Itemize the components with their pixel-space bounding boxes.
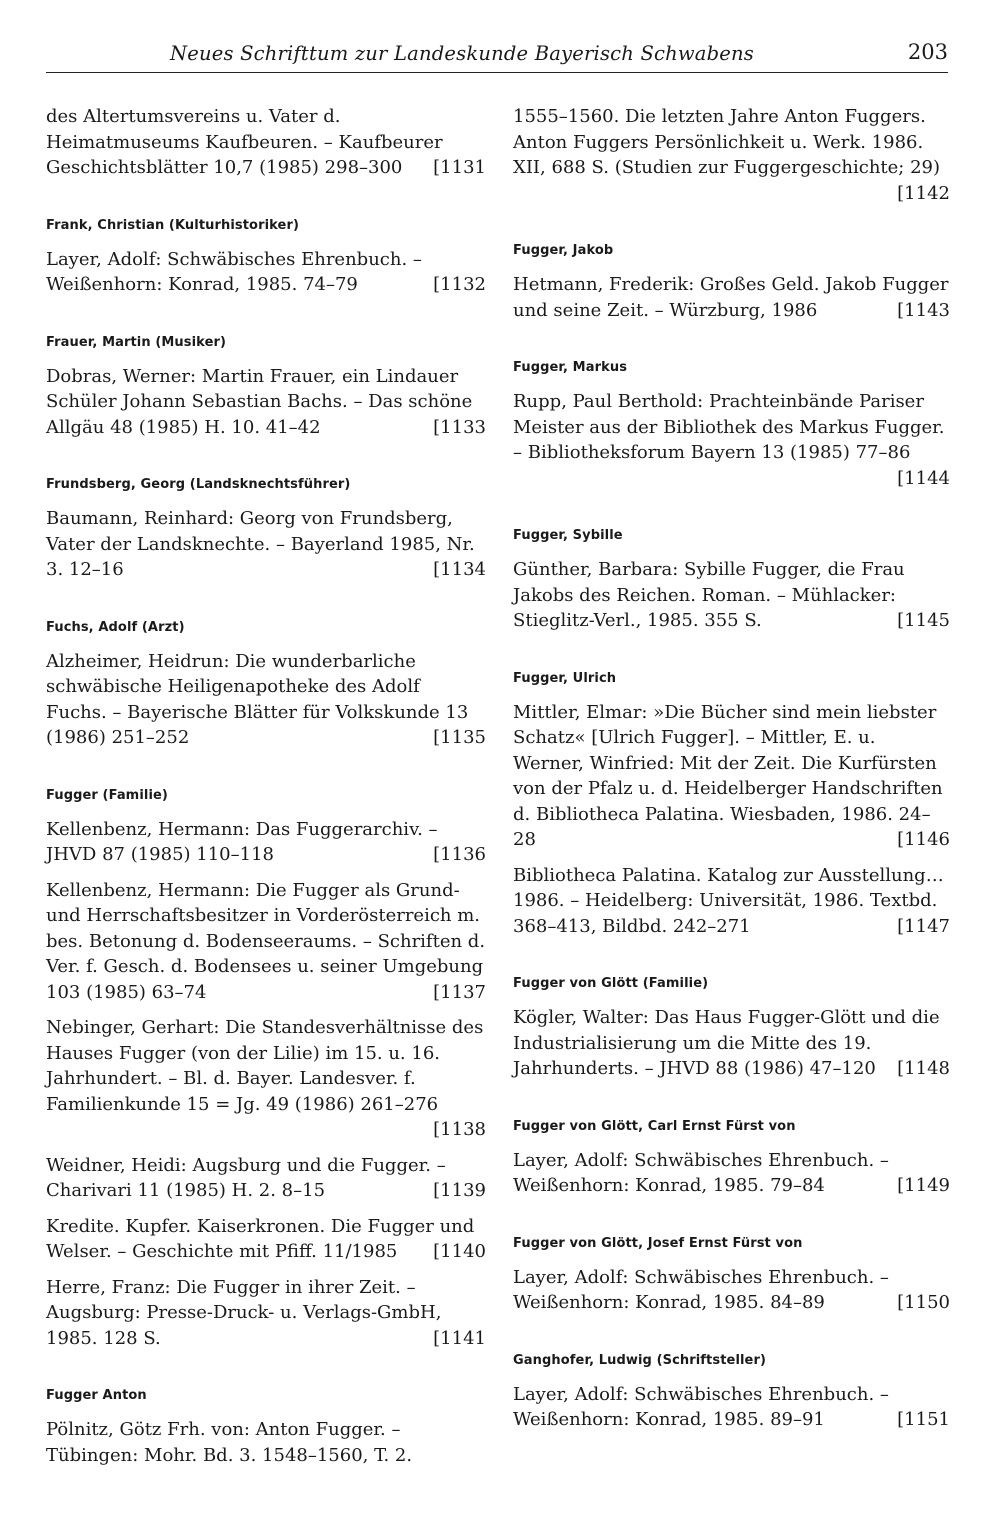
entry-text: Weidner, Heidi: Augsburg und die Fugger. – Charivari 11 (1985) H. 2. 8–15 — [46, 1154, 446, 1201]
section-gap — [513, 1209, 950, 1235]
bibliography-entry — [513, 1005, 950, 1082]
entry-number: [1151 — [897, 1409, 950, 1430]
bibliography-entry — [46, 506, 486, 583]
section-gap — [513, 333, 950, 359]
entry-text: Pölnitz, Götz Frh. von: Anton Fugger. – Tübingen: Mohr. Bd. 3. 1548–1560, T. 2. — [46, 1419, 413, 1466]
section-gap — [513, 949, 950, 975]
bibliography-entry — [513, 1148, 950, 1199]
section-heading: Fugger, Jakob — [513, 243, 614, 258]
entry-text: Kredite. Kupfer. Kaiserkronen. Die Fugger und Welser. – Geschichte mit Pfiff. 11/1985 — [46, 1215, 475, 1262]
bibliography-entry — [46, 1153, 486, 1204]
continued-entry — [46, 104, 486, 181]
entry-number: [1140 — [433, 1241, 486, 1262]
section-gap — [513, 501, 950, 527]
entry-number: [1149 — [897, 1175, 950, 1196]
section-gap — [513, 1326, 950, 1352]
left-column — [46, 104, 486, 1478]
entry-text: Kögler, Walter: Das Haus Fugger-Glött und die Industrialisierung um die Mitte des 19. Jahrhunderts. – JHVD 88 (1986) 47–120 — [513, 1007, 940, 1079]
entry-number: [1143 — [897, 299, 950, 321]
bibliography-entry — [513, 700, 950, 853]
section-heading: Fugger von Glött (Familie) — [513, 976, 709, 991]
section-gap — [46, 308, 486, 334]
section-gap — [513, 644, 950, 670]
entry-text: Layer, Adolf: Schwäbisches Ehrenbuch. – Weißenhorn: Konrad, 1985. 74–79 — [46, 248, 422, 295]
running-title: Neues Schrifttum zur Landeskunde Bayerisch Schwabens — [169, 42, 754, 65]
bibliography-entry — [513, 1265, 950, 1316]
right-column — [513, 104, 950, 1443]
bibliography-entry — [513, 557, 950, 634]
section-heading: Fuchs, Adolf (Arzt) — [46, 619, 185, 635]
entry-number: [1146 — [897, 829, 950, 850]
entry-number: [1144 — [897, 467, 950, 489]
right-sections — [513, 216, 950, 1433]
section-heading: Frank, Christian (Kulturhistoriker) — [46, 217, 300, 233]
section-heading: Fugger von Glött, Josef Ernst Fürst von — [513, 1235, 803, 1251]
entry-text: Layer, Adolf: Schwäbisches Ehrenbuch. – Weißenhorn: Konrad, 1985. 79–84 — [513, 1149, 889, 1196]
bibliography-entry — [513, 389, 950, 491]
entry-number: [1145 — [897, 610, 950, 631]
bibliography-entry — [46, 1015, 486, 1143]
section-heading: Fugger Anton — [46, 1388, 147, 1403]
section-gap — [513, 216, 950, 242]
entry-text: Kellenbenz, Hermann: Das Fuggerarchiv. – JHVD 87 (1985) 110–118 — [46, 818, 438, 865]
running-header — [46, 40, 948, 73]
bibliography-entry — [46, 878, 486, 1006]
section-heading: Fugger von Glött, Carl Ernst Fürst von — [513, 1118, 796, 1134]
page-number: 203 — [907, 40, 948, 64]
section-gap — [46, 191, 486, 217]
bibliography-entry — [513, 272, 950, 323]
entry-number: [1139 — [433, 1180, 486, 1201]
entry-text: Layer, Adolf: Schwäbisches Ehrenbuch. – Weißenhorn: Konrad, 1985. 89–91 — [513, 1383, 889, 1430]
entry-text: Baumann, Reinhard: Georg von Frundsberg, Vater der Landsknechte. – Bayerland 1985, Nr. 3. 12–16 — [46, 508, 475, 580]
section-heading: Fugger, Markus — [513, 360, 628, 375]
entry-number: [1142 — [897, 182, 950, 204]
entry-text: Mittler, Elmar: »Die Bücher sind mein liebster Schatz« [Ulrich Fugger]. – Mittler, E. u. Werner, Winfried: Mit der Zeit. Die Kurfürsten von der Pfalz u. d. Heidelberger Handschriften d. Bibliotheca Palatina. Wiesbaden, 1986. 24–28 — [513, 701, 943, 850]
entry-number: [1137 — [433, 981, 486, 1003]
bibliography-entry — [46, 817, 486, 868]
entry-text: Nebinger, Gerhart: Die Standesverhältnisse des Hauses Fugger (von der Lilie) im 15. u. 16. Jahrhundert. – Bl. d. Bayer. Landesver. f. Familienkunde 15 = Jg. 49 (1986) 261–276 — [46, 1017, 484, 1115]
section-heading: Ganghofer, Ludwig (Schriftsteller) — [513, 1352, 767, 1368]
entry-text: Günther, Barbara: Sybille Fugger, die Frau Jakobs des Reichen. Roman. – Mühlacker: Stieglitz-Verl., 1985. 355 S. — [513, 559, 905, 631]
bibliography-entry — [46, 364, 486, 441]
entry-number: [1138 — [433, 1119, 486, 1140]
entry-text: Herre, Franz: Die Fugger in ihrer Zeit. – Augsburg: Presse-Druck- u. Verlags-GmbH, 1985. 128 S. — [46, 1276, 442, 1349]
section-heading: Fugger, Sybille — [513, 528, 623, 543]
section-gap — [46, 450, 486, 476]
entry-text: Dobras, Werner: Martin Frauer, ein Lindauer Schüler Johann Sebastian Bachs. – Das schöne Allgäu 48 (1985) H. 10. 41–42 — [46, 365, 473, 438]
entry-number: [1148 — [897, 1058, 950, 1079]
entry-number: [1150 — [897, 1292, 950, 1313]
bibliography-entry — [46, 1417, 486, 1468]
entry-number: [1136 — [433, 844, 486, 865]
bibliography-entry — [46, 1214, 486, 1265]
bibliography-entry — [46, 649, 486, 751]
left-sections — [46, 191, 486, 1469]
entry-text: Kellenbenz, Hermann: Die Fugger als Grund- und Herrschaftsbesitzer in Vorderösterreich m. bes. Betonung d. Bodenseeraums. – Schriften d. Ver. f. Gesch. d. Bodensees u. seiner Umgebung 103 (1985) 63–74 — [46, 879, 486, 1003]
entry-number: [1132 — [433, 274, 486, 295]
entry-text: Alzheimer, Heidrun: Die wunderbarliche schwäbische Heiligenapotheke des Adolf Fuchs. – Bayerische Blätter für Volkskunde 13 (1986) 251–252 — [46, 650, 469, 748]
bibliography-entry — [513, 1382, 950, 1433]
entry-text: Hetmann, Frederik: Großes Geld. Jakob Fugger und seine Zeit. – Würzburg, 1986 — [513, 274, 949, 321]
entry-number: [1135 — [433, 727, 486, 748]
bibliography-entry — [46, 247, 486, 298]
entry-number: [1147 — [897, 915, 950, 937]
entry-text: Bibliotheca Palatina. Katalog zur Ausstellung… 1986. – Heidelberg: Universität, 1986. Textbd. 368–413, Bildbd. 242–271 — [513, 864, 944, 937]
bibliography-entry — [46, 1275, 486, 1352]
entry-text: 1555–1560. Die letzten Jahre Anton Fuggers. Anton Fuggers Persönlichkeit u. Werk. 1986. XII, 688 S. (Studien zur Fuggergeschichte; 29) — [513, 106, 941, 178]
section-heading: Frundsberg, Georg (Landsknechtsführer) — [46, 477, 351, 492]
section-gap — [46, 1361, 486, 1387]
section-gap — [46, 761, 486, 787]
entry-number: [1141 — [433, 1327, 486, 1349]
entry-number: [1133 — [433, 416, 486, 438]
section-gap — [513, 1092, 950, 1118]
entry-text: Layer, Adolf: Schwäbisches Ehrenbuch. – Weißenhorn: Konrad, 1985. 84–89 — [513, 1266, 889, 1313]
bibliography-entry — [513, 863, 950, 940]
section-heading: Frauer, Martin (Musiker) — [46, 334, 227, 350]
entry-number: [1131 — [433, 157, 486, 178]
section-heading: Fugger, Ulrich — [513, 670, 617, 686]
section-heading: Fugger (Familie) — [46, 787, 168, 803]
entry-text: Rupp, Paul Berthold: Prachteinbände Pariser Meister aus der Bibliothek des Markus Fugger. – Bibliotheksforum Bayern 13 (1985) 77–86 — [513, 391, 945, 463]
continued-entry — [513, 104, 950, 206]
section-gap — [46, 593, 486, 619]
entry-text: des Altertumsvereins u. Vater d. Heimatmuseums Kaufbeuren. – Kaufbeurer Geschichtsblätter 10,7 (1985) 298–300 — [46, 106, 443, 178]
entry-number: [1134 — [433, 559, 486, 580]
